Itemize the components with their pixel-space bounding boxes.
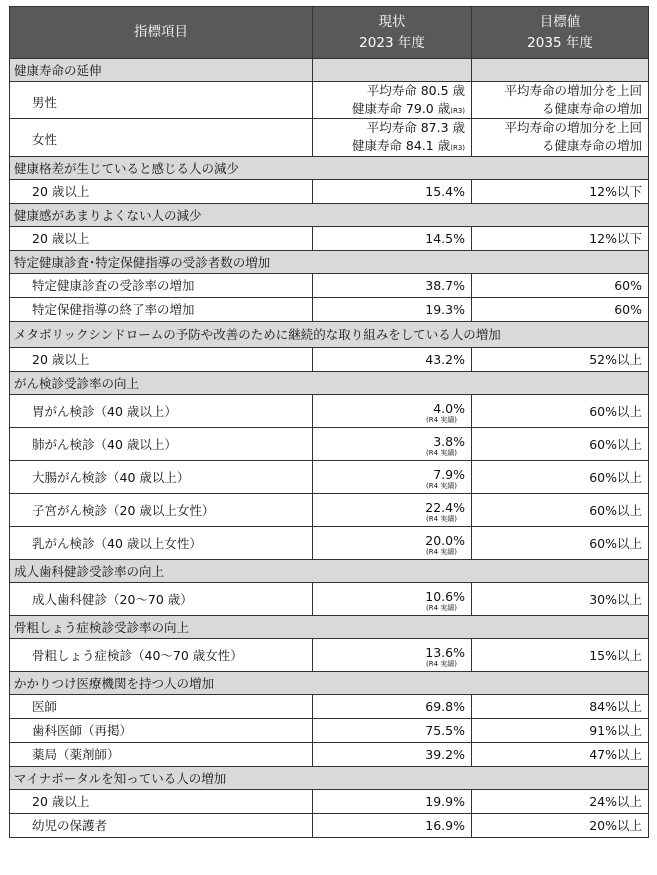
section-title: マイナポータルを知っている人の増加 xyxy=(10,766,649,789)
target-value: 91%以上 xyxy=(472,718,649,742)
table-row xyxy=(10,582,649,615)
target-value: 30%以上 xyxy=(472,582,649,615)
target-value: 60%以上 xyxy=(472,394,649,427)
section-title: 特定健康診査･特定保健指導の受診者数の増加 xyxy=(10,250,649,273)
table-row xyxy=(10,179,649,203)
target-value: 平均寿命の増加分を上回 る健康寿命の増加 xyxy=(472,119,649,156)
row-label: 20 歳以上 xyxy=(10,347,313,371)
current-value: 22.4% (R4 実績) xyxy=(313,493,472,526)
header-target-year: 2035 年度 xyxy=(527,34,593,51)
current-value: 75.5% xyxy=(313,718,472,742)
current-value: 15.4% xyxy=(313,179,472,203)
target-value: 24%以上 xyxy=(472,789,649,813)
section-header xyxy=(10,321,649,347)
target-value: 60%以上 xyxy=(472,427,649,460)
table-row xyxy=(10,460,649,493)
header-item-label: 指標項目 xyxy=(134,24,188,41)
table-row xyxy=(10,493,649,526)
row-label: 乳がん検診（40 歳以上女性） xyxy=(10,526,313,559)
header-current xyxy=(313,7,472,59)
section-title: がん検診受診率の向上 xyxy=(10,371,649,394)
section-title: 健康格差が生じていると感じる人の減少 xyxy=(10,156,649,179)
section-header xyxy=(10,615,649,638)
target-value: 12%以下 xyxy=(472,179,649,203)
current-value: 14.5% xyxy=(313,226,472,250)
row-label: 大腸がん検診（40 歳以上） xyxy=(10,460,313,493)
fiscal-note: (R4 実績) xyxy=(425,547,457,556)
target-value: 60% xyxy=(472,297,649,321)
row-label: 子宮がん検診（20 歳以上女性） xyxy=(10,493,313,526)
table-row xyxy=(10,427,649,460)
health-indicator-table xyxy=(9,6,649,838)
table-row xyxy=(10,82,649,119)
table-row xyxy=(10,718,649,742)
table-row xyxy=(10,226,649,250)
section-title: かかりつけ医療機関を持つ人の増加 xyxy=(10,671,649,694)
row-label: 特定健康診査の受診率の増加 xyxy=(10,273,313,297)
header-current-year: 2023 年度 xyxy=(359,34,425,51)
section-header xyxy=(10,766,649,789)
section-title: メタボリックシンドロームの予防や改善のために継続的な取り組みをしている人の増加 xyxy=(10,321,649,347)
target-value: 60%以上 xyxy=(472,526,649,559)
section-header xyxy=(10,559,649,582)
table-row xyxy=(10,789,649,813)
current-value: 10.6% (R4 実績) xyxy=(313,582,472,615)
current-value: 7.9% (R4 実績) xyxy=(313,460,472,493)
row-label: 薬局（薬剤師） xyxy=(10,742,313,766)
section-title: 健康寿命の延伸 xyxy=(10,59,313,82)
section-header xyxy=(10,59,649,82)
target-value: 60%以上 xyxy=(472,460,649,493)
row-label: 男性 xyxy=(10,82,313,119)
header-item xyxy=(10,7,313,59)
target-value: 60%以上 xyxy=(472,493,649,526)
header-target-label: 目標値 xyxy=(539,13,581,30)
target-value: 47%以上 xyxy=(472,742,649,766)
current-value: 平均寿命 80.5 歳 健康寿命 79.0 歳(R3) xyxy=(313,82,472,119)
current-value: 20.0% (R4 実績) xyxy=(313,526,472,559)
table-row xyxy=(10,347,649,371)
header-current-label: 現状 xyxy=(378,13,406,30)
table-row xyxy=(10,813,649,837)
target-value: 52%以上 xyxy=(472,347,649,371)
target-value: 12%以下 xyxy=(472,226,649,250)
target-value: 平均寿命の増加分を上回 る健康寿命の増加 xyxy=(472,82,649,119)
table-row xyxy=(10,394,649,427)
current-value: 19.9% xyxy=(313,789,472,813)
row-label: 医師 xyxy=(10,694,313,718)
current-value: 38.7% xyxy=(313,273,472,297)
header-target xyxy=(472,7,649,59)
table-row xyxy=(10,119,649,156)
table-row xyxy=(10,638,649,671)
current-value: 19.3% xyxy=(313,297,472,321)
current-value: 69.8% xyxy=(313,694,472,718)
section-title: 骨粗しょう症検診受診率の向上 xyxy=(10,615,649,638)
table-row xyxy=(10,742,649,766)
row-label: 成人歯科健診（20～70 歳） xyxy=(10,582,313,615)
table-header xyxy=(10,7,649,59)
section-header xyxy=(10,156,649,179)
table-row xyxy=(10,273,649,297)
current-value: 16.9% xyxy=(313,813,472,837)
section-title: 健康感があまりよくない人の減少 xyxy=(10,203,649,226)
current-value: 13.6% (R4 実績) xyxy=(313,638,472,671)
table-row xyxy=(10,694,649,718)
fiscal-note: (R4 実績) xyxy=(425,603,457,612)
section-header xyxy=(10,671,649,694)
row-label: 20 歳以上 xyxy=(10,226,313,250)
row-label: 女性 xyxy=(10,119,313,156)
row-label: 20 歳以上 xyxy=(10,789,313,813)
table-row xyxy=(10,297,649,321)
current-value: 3.8% (R4 実績) xyxy=(313,427,472,460)
row-label: 肺がん検診（40 歳以上） xyxy=(10,427,313,460)
fiscal-note: (R4 実績) xyxy=(425,415,457,424)
row-label: 幼児の保護者 xyxy=(10,813,313,837)
table-row xyxy=(10,526,649,559)
row-label: 歯科医師（再掲） xyxy=(10,718,313,742)
current-value: 39.2% xyxy=(313,742,472,766)
row-label: 骨粗しょう症検診（40～70 歳女性） xyxy=(10,638,313,671)
section-header xyxy=(10,250,649,273)
current-value: 43.2% xyxy=(313,347,472,371)
fiscal-note: (R4 実績) xyxy=(425,481,457,490)
row-label: 胃がん検診（40 歳以上） xyxy=(10,394,313,427)
current-value: 4.0% (R4 実績) xyxy=(313,394,472,427)
target-value: 84%以上 xyxy=(472,694,649,718)
target-value: 20%以上 xyxy=(472,813,649,837)
section-title: 成人歯科健診受診率の向上 xyxy=(10,559,649,582)
row-label: 20 歳以上 xyxy=(10,179,313,203)
fiscal-note: (R4 実績) xyxy=(425,448,457,457)
target-value: 15%以上 xyxy=(472,638,649,671)
row-label: 特定保健指導の終了率の増加 xyxy=(10,297,313,321)
fiscal-note: (R4 実績) xyxy=(425,659,457,668)
fiscal-note: (R4 実績) xyxy=(425,514,457,523)
section-header xyxy=(10,371,649,394)
section-header xyxy=(10,203,649,226)
current-value: 平均寿命 87.3 歳 健康寿命 84.1 歳(R3) xyxy=(313,119,472,156)
target-value: 60% xyxy=(472,273,649,297)
